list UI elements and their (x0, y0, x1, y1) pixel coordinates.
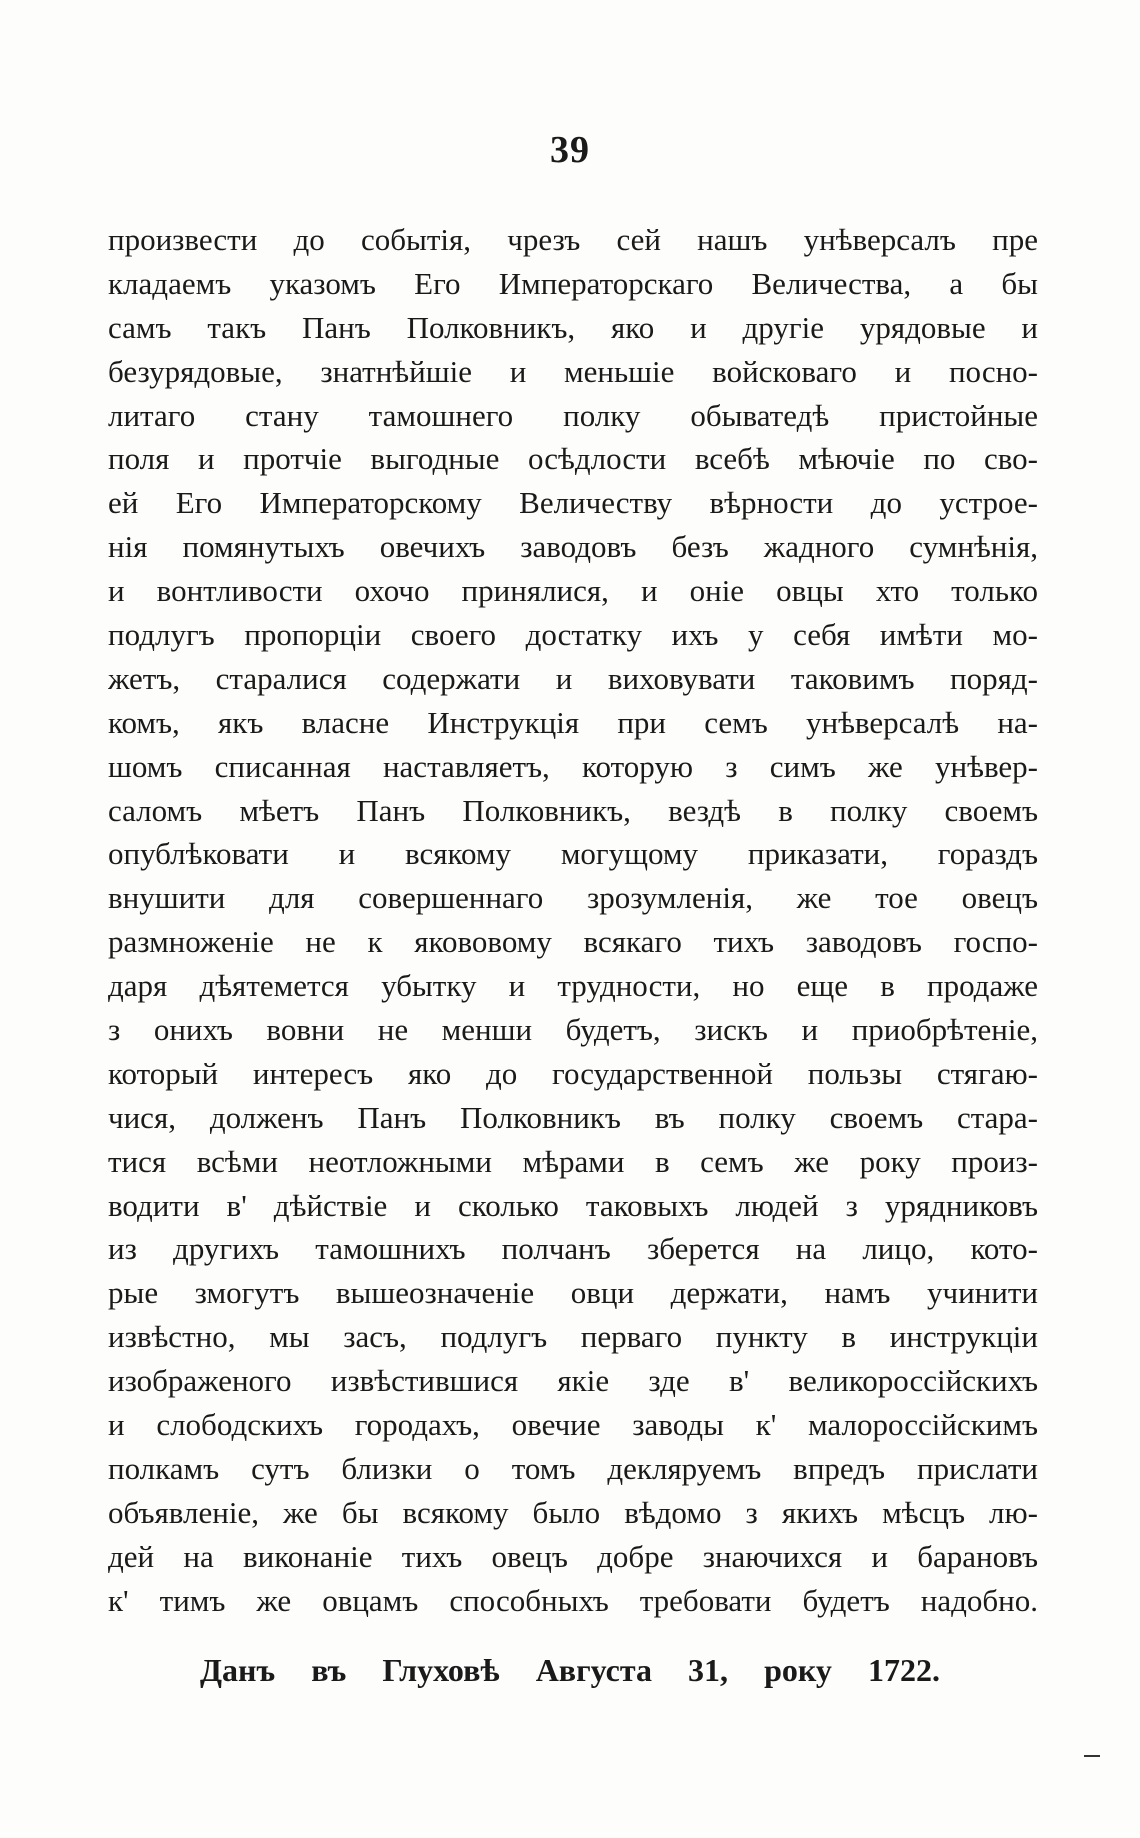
text-line: безурядовые, знатнѣйшіе и меньшіе войсковаго и посно- (108, 353, 1038, 389)
text-line: опублѣковати и всякому могущому приказати, гораздъ (108, 836, 1038, 872)
text-line: ей Его Императорскому Величеству вѣрности до устрое- (108, 485, 1038, 521)
text-line: рые змогутъ вышеозначеніе овци держати, намъ учинити (108, 1275, 1038, 1311)
text-line: внушити для совершеннаго зрозумленія, же тое овецъ (108, 880, 1038, 916)
text-line: тися всѣми неотложными мѣрами в семъ же року произ- (108, 1143, 1038, 1179)
text-line: полкамъ сутъ близки о томъ декляруемъ впредъ прислати (108, 1450, 1038, 1486)
date-signature-line: Данъ въ Глуховѣ Августа 31, року 1722. (200, 1652, 940, 1688)
text-line: даря дѣятемется убытку и трудности, но еще в продаже (108, 968, 1038, 1004)
text-line: кладаемъ указомъ Его Императорскаго Величества, а бы (108, 265, 1038, 301)
text-line: самъ такъ Панъ Полковникъ, яко и другіе урядовые и (108, 309, 1038, 345)
text-line: чися, долженъ Панъ Полковникъ въ полку своемъ стара- (108, 1099, 1038, 1135)
text-line: который интересъ яко до государственной пользы стягаю- (108, 1055, 1038, 1091)
text-line: из другихъ тамошнихъ полчанъ зберется на лицо, кото- (108, 1231, 1038, 1267)
page-edge-mark (1084, 1755, 1100, 1757)
text-line: и вонтливости охочо принялися, и оніе овцы хто только (108, 573, 1038, 609)
text-line: нія помянутыхъ овечихъ заводовъ безъ жадного сумнѣнія, (108, 529, 1038, 565)
text-line: размноженіе не к якововому всякаго тихъ заводовъ госпо- (108, 924, 1038, 960)
text-line: з онихъ вовни не менши будетъ, зискъ и приобрѣтеніе, (108, 1012, 1038, 1048)
text-line: саломъ мѣетъ Панъ Полковникъ, вездѣ в полку своемъ (108, 792, 1038, 828)
text-line: комъ, якъ власне Инструкція при семъ унѣверсалѣ на- (108, 704, 1038, 740)
text-line: шомъ списанная наставляетъ, которую з симъ же унѣвер- (108, 748, 1038, 784)
text-line: подлугъ пропорціи своего достатку ихъ у себя имѣти мо- (108, 617, 1038, 653)
text-line: произвести до событія, чрезъ сей нашъ унѣверсалъ пре (108, 222, 1038, 257)
text-line: поля и протчіе выгодные осѣдлости всебѣ мѣючіе по сво- (108, 441, 1038, 477)
text-line: дей на виконаніе тихъ овецъ добре знаючихся и барановъ (108, 1538, 1038, 1574)
text-line: водити в' дѣйствіе и сколько таковыхъ людей з урядниковъ (108, 1187, 1038, 1223)
body-text (108, 218, 1038, 1623)
text-line: объявленіе, же бы всякому было вѣдомо з якихъ мѣсцъ лю- (108, 1494, 1038, 1530)
text-line: литаго стану тамошнего полку обыватедѣ пристойные (108, 397, 1038, 433)
text-line: и слободскихъ городахъ, овечие заводы к' малороссійскимъ (108, 1407, 1038, 1443)
text-line: извѣстно, мы засъ, подлугъ перваго пункту в инструкціи (108, 1319, 1038, 1355)
text-line: жетъ, старалися содержати и виховувати таковимъ поряд- (108, 660, 1038, 696)
page-number: 39 (550, 129, 590, 171)
text-line: к' тимъ же овцамъ способныхъ требовати будетъ надобно. (108, 1582, 1038, 1618)
text-line: изображеного извѣстившися якіе зде в' великороссійскихъ (108, 1363, 1038, 1399)
